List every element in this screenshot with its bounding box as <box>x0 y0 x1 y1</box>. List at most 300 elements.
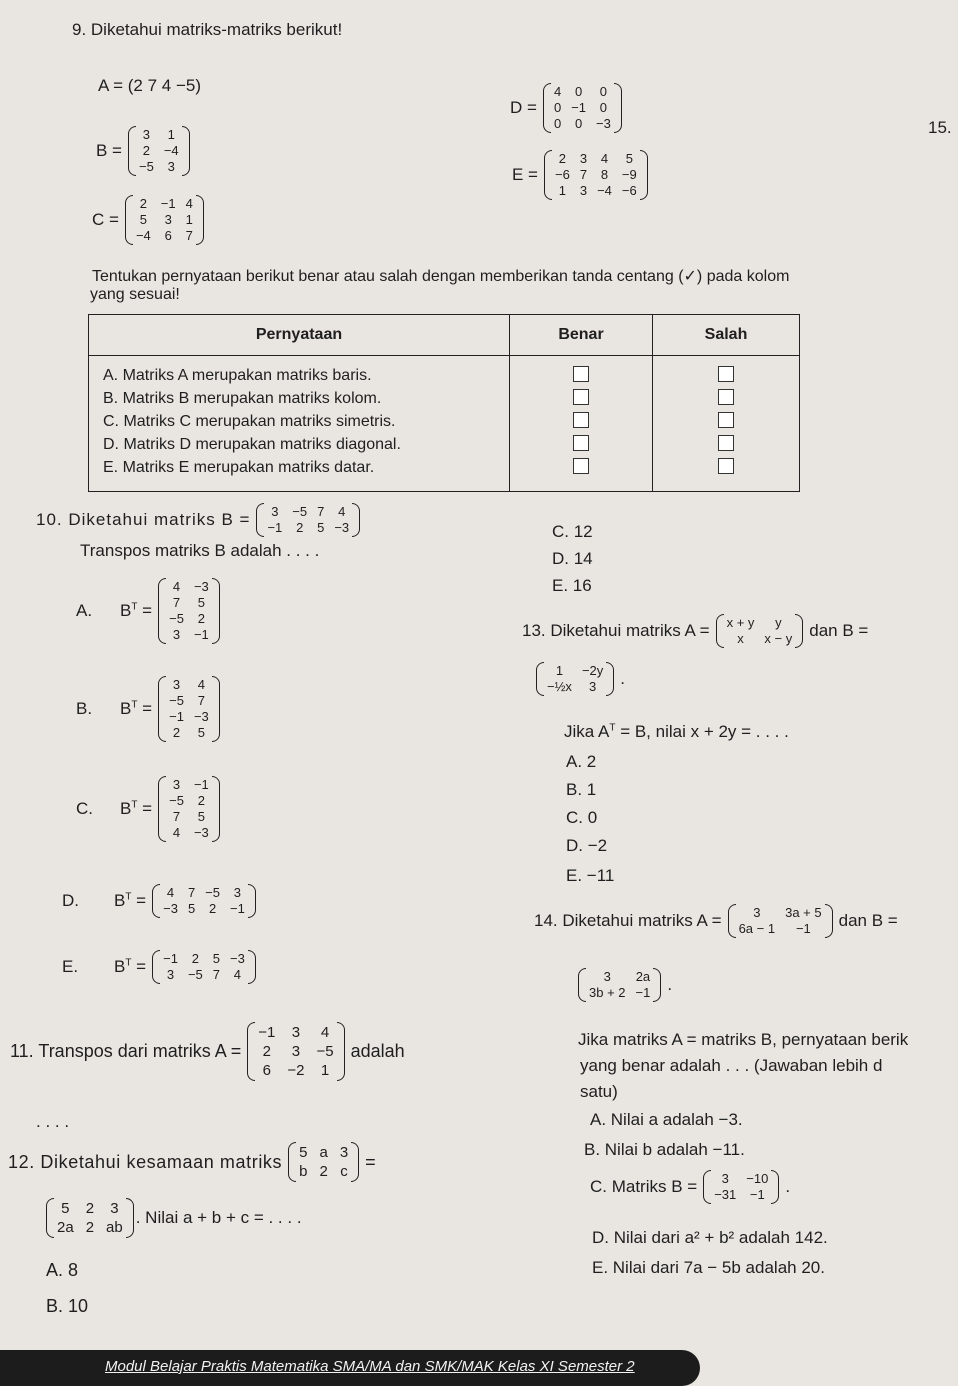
checkbox-benar-c[interactable] <box>573 412 589 428</box>
q12-eq: = <box>365 1151 376 1172</box>
matrix-cell: −1 <box>267 520 283 535</box>
matrix-cell: −½x <box>547 679 572 694</box>
q13-cond-tail: = B, nilai x + 2y = . . . . <box>615 722 789 741</box>
matrix-cell: −5 <box>169 793 184 808</box>
q13-b-row <box>536 662 625 696</box>
bracket-left <box>536 662 544 696</box>
matrix-cell: 3 <box>291 1024 301 1041</box>
matrix-a-row: A = (2 7 4 −5) <box>98 76 202 95</box>
matrix-cell: 3b + 2 <box>589 985 626 1000</box>
matrix-cell: −6 <box>621 183 637 198</box>
checkbox-benar-a[interactable] <box>573 366 589 382</box>
matrix-cell: 0 <box>574 84 583 99</box>
matrix-cell: −1 <box>749 1187 765 1202</box>
matrix-cell: 3 <box>172 627 181 642</box>
q11-option-c[interactable]: C. 12 <box>552 522 593 541</box>
matrix-cell: 7 <box>185 228 193 243</box>
matrix-cell: 6 <box>262 1062 271 1079</box>
footer-title: Modul Belajar Praktis Matematika SMA/MA dan SMK/MAK Kelas XI Semester 2 <box>105 1358 635 1375</box>
bracket-right <box>352 503 360 537</box>
matrix-cell: a <box>319 1144 328 1161</box>
th-pernyataan: Pernyataan <box>89 315 510 356</box>
statements-cell <box>89 356 510 492</box>
bracket-right <box>771 1170 779 1204</box>
q10-matrix-d <box>152 884 256 918</box>
bracket-left <box>125 195 133 245</box>
matrix-cell: −2y <box>581 663 604 678</box>
matrix-grid <box>54 1198 126 1238</box>
matrix-cell: −3 <box>193 579 209 594</box>
q10-letter-d: D. <box>62 891 79 910</box>
matrix-cell: −3 <box>193 825 209 840</box>
matrix-cell: c <box>340 1163 348 1180</box>
matrix-cell: −3 <box>230 951 245 966</box>
q14-b-row <box>578 968 672 1002</box>
statement-d: D. Matriks D merupakan matriks diagonal. <box>103 436 401 453</box>
q13-matrix-a <box>716 614 804 648</box>
matrix-grid <box>166 578 212 644</box>
bt-label: $B^T$ = <box>120 799 153 818</box>
matrix-cell: 4 <box>233 967 242 982</box>
bracket-right <box>337 1022 345 1081</box>
bt-label: $B^T$ = <box>120 601 153 620</box>
matrix-cell: 3 <box>164 212 172 227</box>
bracket-left <box>158 776 166 842</box>
matrix-cell: 6a − 1 <box>738 921 776 936</box>
matrix-cell: −3 <box>596 116 611 131</box>
q14-c-period: . <box>785 1177 791 1196</box>
matrix-cell: 5 <box>61 1200 70 1217</box>
checkbox-salah-d[interactable] <box>718 435 734 451</box>
matrix-cell: −6 <box>555 167 570 182</box>
q13-option-c[interactable]: C. 0 <box>566 808 598 827</box>
matrix-cell: 4 <box>185 196 193 211</box>
checkbox-benar-d[interactable] <box>573 435 589 451</box>
matrix-cell: 4 <box>166 885 175 900</box>
matrix-grid <box>160 884 248 918</box>
bracket-left <box>128 126 136 176</box>
matrix-cell: −1 <box>571 100 586 115</box>
matrix-cell: 2 <box>208 901 217 916</box>
matrix-cell: 2 <box>296 520 304 535</box>
bracket-left <box>578 968 586 1002</box>
matrix-grid <box>160 950 248 984</box>
bt-sup: T <box>125 891 132 903</box>
bracket-left <box>543 83 551 133</box>
matrix-cell: 3 <box>233 885 242 900</box>
matrix-cell: 2 <box>85 1219 95 1236</box>
matrix-cell: 3 <box>579 151 588 166</box>
q13-stem-text: 13. Diketahui matriks A = <box>522 621 710 640</box>
q9-instruction: Tentukan pernyataan berikut benar atau salah dengan memberikan tanda centang (✓) pada kolom <box>92 268 790 285</box>
matrix-cell: 0 <box>599 100 608 115</box>
q10-stem <box>36 503 360 537</box>
matrix-cell: 5 <box>197 595 205 610</box>
matrix-cell: −5 <box>169 611 184 626</box>
matrix-cell: 7 <box>212 967 220 982</box>
matrix-cell: 3a + 5 <box>785 905 822 920</box>
matrix-cell: 2 <box>172 725 181 740</box>
q10-option-c[interactable] <box>76 776 220 842</box>
bracket-left <box>158 676 166 742</box>
q13-cond: Jika A <box>564 722 610 741</box>
matrix-cell: 3 <box>339 1144 349 1161</box>
matrix-cell: 7 <box>317 504 325 519</box>
matrix-cell: ab <box>106 1219 123 1236</box>
q11-option-d[interactable]: D. 14 <box>552 549 593 568</box>
checkbox-salah-e[interactable] <box>718 458 734 474</box>
matrix-cell: 2 <box>262 1043 271 1060</box>
matrix-cell: −3 <box>193 709 209 724</box>
matrix-cell: −4 <box>597 183 612 198</box>
bracket-right <box>248 950 256 984</box>
bt-sup: T <box>131 699 138 711</box>
matrix-grid <box>133 195 196 245</box>
q10-option-b[interactable] <box>76 676 220 742</box>
matrix-cell: 5 <box>197 725 205 740</box>
q14-option-c[interactable] <box>590 1170 790 1204</box>
matrix-cell: 2 <box>197 793 205 808</box>
bracket-left <box>728 904 736 938</box>
bt-label: $B^T$ = <box>114 891 147 910</box>
matrix-cell: 0 <box>599 84 608 99</box>
bracket-left <box>703 1170 711 1204</box>
q11-matrix <box>247 1022 344 1081</box>
bt-b: B <box>120 601 132 620</box>
q14-option-c-text: C. Matriks B = <box>590 1177 698 1196</box>
matrix-c-body <box>125 195 204 245</box>
q10-matrix-b <box>256 503 360 537</box>
matrix-cell: x + y <box>726 615 755 630</box>
matrix-cell: 5 <box>197 809 205 824</box>
matrix-cell: 7 <box>172 595 181 610</box>
statement-a: A. Matriks A merupakan matriks baris. <box>103 367 372 384</box>
bracket-right <box>653 968 661 1002</box>
matrix-cell: 3 <box>167 159 175 174</box>
bt-sup: T <box>131 601 138 613</box>
matrix-d-label: D = <box>510 98 537 117</box>
q13-cond-sup: T <box>609 722 616 734</box>
q14-matrix-b <box>578 968 661 1002</box>
matrix-cell: −2 <box>287 1062 305 1079</box>
q12-left-matrix <box>288 1142 359 1182</box>
matrix-cell: 0 <box>574 116 583 131</box>
bracket-left <box>716 614 724 648</box>
q14-option-c-matrix <box>703 1170 779 1204</box>
q12-tail: . Nilai a + b + c = . . . . <box>135 1208 302 1227</box>
matrix-cell: 3 <box>753 905 761 920</box>
matrix-cell: 5 <box>139 212 147 227</box>
bracket-right <box>196 195 204 245</box>
matrix-cell: 7 <box>187 885 196 900</box>
matrix-cell: 8 <box>600 167 609 182</box>
matrix-cell: −5 <box>187 967 203 982</box>
salah-cell <box>653 356 800 492</box>
matrix-cell: 0 <box>553 116 562 131</box>
benar-cell <box>510 356 653 492</box>
matrix-cell: x − y <box>764 631 793 646</box>
bracket-left <box>256 503 264 537</box>
q14-stem-text: 14. Diketahui matriks A = <box>534 911 722 930</box>
matrix-cell: 3 <box>721 1171 729 1186</box>
matrix-grid <box>136 126 182 176</box>
q14-option-d[interactable]: D. Nilai dari a² + b² adalah 142. <box>592 1228 828 1247</box>
matrix-e-body <box>544 150 648 200</box>
matrix-cell: 2a <box>635 969 651 984</box>
bracket-right <box>825 904 833 938</box>
matrix-cell: −3 <box>163 901 178 916</box>
matrix-e-label: E = <box>512 165 538 184</box>
bracket-left <box>158 578 166 644</box>
matrix-cell: 3 <box>603 969 611 984</box>
matrix-cell: 3 <box>142 127 151 142</box>
matrix-grid <box>296 1142 351 1182</box>
matrix-grid <box>264 503 352 537</box>
matrix-cell: −5 <box>316 1043 334 1060</box>
matrix-cell: −10 <box>746 1171 769 1186</box>
matrix-grid <box>166 676 212 742</box>
matrix-b <box>96 126 190 176</box>
bracket-left <box>152 884 160 918</box>
bracket-left <box>288 1142 296 1182</box>
matrix-cell: 4 <box>172 825 181 840</box>
matrix-cell: −4 <box>163 143 179 158</box>
matrix-cell: 1 <box>185 212 193 227</box>
matrix-cell: −5 <box>205 885 220 900</box>
matrix-cell: 2 <box>139 196 147 211</box>
bracket-right <box>248 884 256 918</box>
matrix-cell: 1 <box>320 1062 330 1079</box>
matrix-cell: −1 <box>230 901 245 916</box>
matrix-cell: 2a <box>57 1219 74 1236</box>
q13-option-e[interactable]: E. −11 <box>566 866 615 885</box>
matrix-cell: −3 <box>334 520 350 535</box>
checkbox-salah-c[interactable] <box>718 412 734 428</box>
bracket-right <box>212 676 220 742</box>
matrix-d-body <box>543 83 622 133</box>
matrix-cell: b <box>299 1163 308 1180</box>
q9-title: 9. Diketahui matriks-matriks berikut! <box>72 20 343 39</box>
bt-sup: T <box>131 799 138 811</box>
matrix-cell: −1 <box>635 985 651 1000</box>
bt-sup: T <box>125 957 132 969</box>
matrix-cell: 2 <box>191 951 199 966</box>
matrix-cell: −5 <box>139 159 154 174</box>
matrix-d <box>510 83 622 133</box>
matrix-grid <box>724 614 796 648</box>
bracket-left <box>152 950 160 984</box>
matrix-cell: 4 <box>320 1024 330 1041</box>
bracket-right <box>795 614 803 648</box>
matrix-cell: 1 <box>167 127 175 142</box>
matrix-cell: −1 <box>258 1024 276 1041</box>
q10-letter-c: C. <box>76 799 93 818</box>
q14-option-b[interactable]: B. Nilai b adalah −11. <box>584 1140 745 1159</box>
matrix-cell: −31 <box>714 1187 737 1202</box>
q10-option-e[interactable] <box>62 950 256 984</box>
q10-letter-e: E. <box>62 957 79 976</box>
q12-right-matrix <box>46 1198 134 1238</box>
matrix-cell: 3 <box>172 777 181 792</box>
checkbox-salah-a[interactable] <box>718 366 734 382</box>
th-benar: Benar <box>510 315 653 356</box>
q12-option-a[interactable]: A. 8 <box>46 1260 79 1280</box>
matrix-c <box>92 195 204 245</box>
matrix-grid <box>166 776 212 842</box>
q13-option-a[interactable]: A. 2 <box>566 752 597 771</box>
matrix-cell: 3 <box>291 1043 301 1060</box>
bt-b: B <box>114 891 126 910</box>
q14-matrix-a <box>728 904 833 938</box>
q14-line1: Jika matriks A = matriks B, pernyataan berik <box>578 1030 909 1049</box>
matrix-cell: y <box>775 615 782 630</box>
matrix-cell: 7 <box>172 809 181 824</box>
q11-tail: adalah <box>350 1041 405 1061</box>
checkbox-salah-b[interactable] <box>718 389 734 405</box>
bracket-right <box>212 578 220 644</box>
q9-instruction-2: yang sesuai! <box>90 286 180 303</box>
side-number-15: 15. <box>928 118 952 137</box>
statement-e: E. Matriks E merupakan matriks datar. <box>103 459 375 476</box>
matrix-cell: x <box>737 631 744 646</box>
matrix-cell: 6 <box>164 228 172 243</box>
q13-and: dan B = <box>809 621 869 640</box>
matrix-cell: 0 <box>553 100 562 115</box>
matrix-cell: 5 <box>317 520 325 535</box>
q10-letter-b: B. <box>76 699 93 718</box>
matrix-cell: 7 <box>197 693 205 708</box>
q10-matrix-e <box>152 950 256 984</box>
q11-stem: 11. Transpos dari matriks A = <box>10 1041 242 1061</box>
bracket-left <box>46 1198 54 1238</box>
matrix-cell: −1 <box>193 627 209 642</box>
matrix-cell: 1 <box>555 663 564 678</box>
matrix-cell: 5 <box>625 151 633 166</box>
q14-option-e[interactable]: E. Nilai dari 7a − 5b adalah 20. <box>592 1258 825 1277</box>
matrix-cell: 4 <box>600 151 609 166</box>
bracket-right <box>182 126 190 176</box>
bt-b: B <box>120 699 132 718</box>
q10-option-d[interactable] <box>62 884 256 918</box>
matrix-cell: 3 <box>166 967 175 982</box>
matrix-cell: −4 <box>135 228 151 243</box>
q13-option-d[interactable]: D. −2 <box>566 836 608 855</box>
footer-bar <box>0 1350 700 1386</box>
statement-c: C. Matriks C merupakan matriks simetris. <box>103 413 396 430</box>
q10-stem-text: 10. Diketahui matriks B = <box>36 510 251 529</box>
q13-condition <box>564 722 789 742</box>
matrix-cell: 2 <box>85 1200 95 1217</box>
matrix-c-label: C = <box>92 210 119 229</box>
q13-matrix-b <box>536 662 614 696</box>
checkbox-benar-b[interactable] <box>573 389 589 405</box>
bracket-right <box>614 83 622 133</box>
matrix-cell: 2 <box>558 151 567 166</box>
matrix-cell: −5 <box>169 693 184 708</box>
matrix-cell: −1 <box>193 777 209 792</box>
matrix-e <box>512 150 648 200</box>
q12 <box>8 1142 376 1182</box>
bracket-right <box>212 776 220 842</box>
matrix-cell: 5 <box>212 951 220 966</box>
q14-period: . <box>667 975 673 994</box>
matrix-cell: 5 <box>299 1144 308 1161</box>
bracket-right <box>640 150 648 200</box>
matrix-cell: 3 <box>172 677 181 692</box>
matrix-cell: 2 <box>142 143 151 158</box>
matrix-cell: −1 <box>163 951 178 966</box>
matrix-cell: 3 <box>110 1200 119 1217</box>
matrix-grid <box>711 1170 771 1204</box>
statement-table <box>88 314 800 492</box>
q12-stem: 12. Diketahui kesamaan matriks <box>8 1151 283 1172</box>
matrix-grid <box>552 150 640 200</box>
q11 <box>10 1022 405 1081</box>
matrix-cell: 3 <box>588 679 597 694</box>
q12-option-b[interactable]: B. 10 <box>46 1296 89 1316</box>
bracket-right <box>606 662 614 696</box>
q10-matrix-c <box>158 776 220 842</box>
q10-option-a[interactable] <box>76 578 220 644</box>
matrix-cell: 5 <box>187 901 196 916</box>
q10-line2: Transpos matriks B adalah . . . . <box>80 541 320 560</box>
q12-line2 <box>46 1198 302 1238</box>
q11-dots: . . . . <box>36 1112 70 1131</box>
q13-option-b[interactable]: B. 1 <box>566 780 597 799</box>
matrix-cell: 2 <box>197 611 205 626</box>
matrix-cell: 4 <box>553 84 562 99</box>
q14-option-a[interactable]: A. Nilai a adalah −3. <box>590 1110 743 1129</box>
matrix-grid <box>736 904 825 938</box>
matrix-cell: 3 <box>579 183 588 198</box>
q10-letter-a: A. <box>76 601 93 620</box>
q11-option-e[interactable]: E. 16 <box>552 576 592 595</box>
matrix-cell: −1 <box>795 921 811 936</box>
matrix-cell: −9 <box>621 167 637 182</box>
q10-matrix-a <box>158 578 220 644</box>
q14-line3: satu) <box>580 1082 618 1101</box>
matrix-cell: 1 <box>558 183 567 198</box>
q14-line2: yang benar adalah . . . (Jawaban lebih d <box>580 1056 883 1075</box>
q13-period: . <box>620 669 625 688</box>
bracket-left <box>544 150 552 200</box>
bt-b: B <box>120 799 132 818</box>
matrix-grid <box>586 968 653 1002</box>
matrix-cell: −1 <box>169 709 184 724</box>
matrix-cell: 4 <box>197 677 205 692</box>
bracket-left <box>247 1022 255 1081</box>
matrix-cell: −5 <box>292 504 308 519</box>
matrix-cell: −1 <box>160 196 176 211</box>
q10-matrix-b-opt <box>158 676 220 742</box>
bt-b: B <box>114 957 126 976</box>
statement-b: B. Matriks B merupakan matriks kolom. <box>103 390 382 407</box>
matrix-cell: 4 <box>172 579 181 594</box>
matrix-cell: 3 <box>271 504 279 519</box>
matrix-b-body <box>128 126 190 176</box>
matrix-grid <box>255 1022 336 1081</box>
bt-label: $B^T$ = <box>114 957 147 976</box>
q13-stem <box>522 614 868 648</box>
matrix-cell: 7 <box>579 167 588 182</box>
bracket-right <box>351 1142 359 1182</box>
bracket-right <box>126 1198 134 1238</box>
bt-label: $B^T$ = <box>120 699 153 718</box>
q14-stem <box>534 904 898 938</box>
matrix-cell: 2 <box>319 1163 328 1180</box>
checkbox-benar-e[interactable] <box>573 458 589 474</box>
matrix-grid <box>551 83 614 133</box>
